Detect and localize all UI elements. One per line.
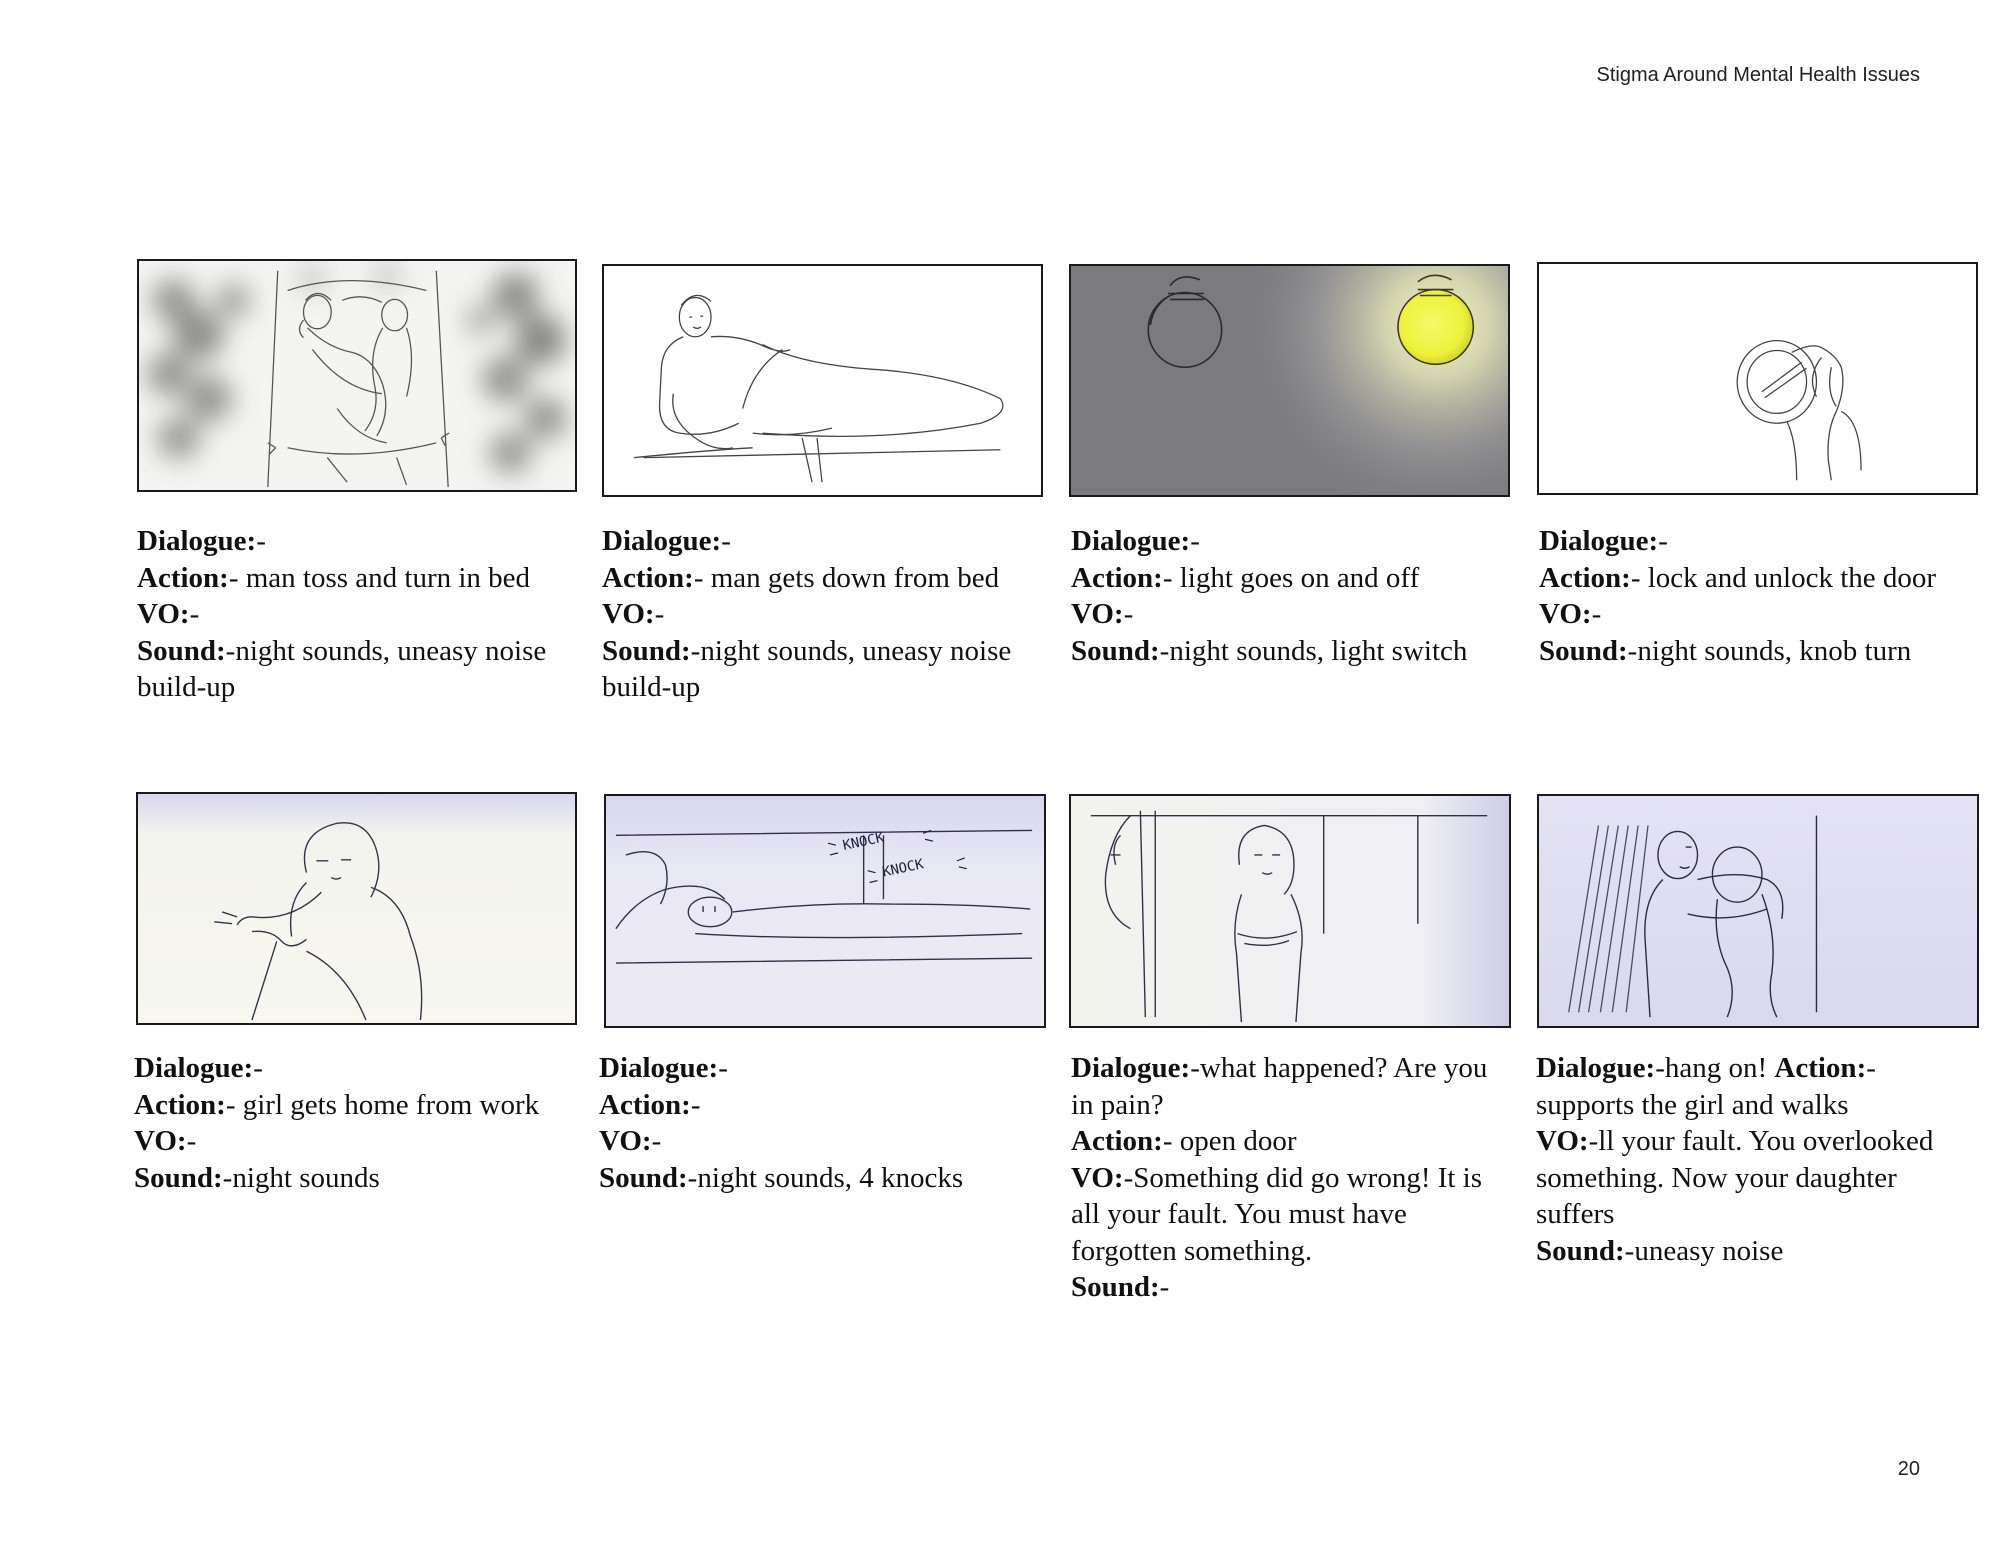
sound-line: [1536, 1233, 1977, 1270]
vo-text: -: [654, 598, 665, 630]
panel-6-caption: [599, 1050, 1040, 1196]
action-line: [1539, 560, 1980, 597]
action-line: [1071, 1123, 1512, 1160]
vo-text: -: [1591, 598, 1602, 630]
action-line: [602, 560, 1043, 597]
dialogue-label: Dialogue:: [1539, 525, 1659, 557]
action-text: - lock and unlock the door: [1630, 561, 1937, 594]
action-text: - supports the girl and walks: [1536, 1052, 1876, 1121]
action-label: Action:: [137, 561, 229, 594]
sound-line: [1071, 1269, 1512, 1306]
sound-label: Sound:: [1071, 634, 1160, 667]
dialogue-text: -: [1190, 525, 1200, 557]
hand-turning-door-knob-sketch: [1539, 264, 1976, 493]
storyboard-panel-6: [604, 794, 1046, 1028]
dialogue-text: -: [721, 525, 731, 557]
storyboard-panel-5: [136, 792, 577, 1025]
dialogue-line: [1071, 523, 1512, 560]
sound-text: -uneasy noise: [1624, 1234, 1784, 1267]
dialogue-text: -: [256, 525, 266, 557]
panel-8-caption: [1536, 1050, 1977, 1269]
man-getting-out-of-bed-sketch: [604, 266, 1041, 495]
action-label: Action:: [1071, 561, 1163, 594]
vo-text: -ll your fault. You overlooked something. Now your daughter suffers: [1536, 1125, 1934, 1230]
vo-label: VO:: [134, 1125, 187, 1157]
man-supporting-girl-sketch: [1539, 796, 1977, 1026]
action-label: Action:: [599, 1088, 691, 1121]
action-text: - girl gets home from work: [225, 1088, 540, 1121]
dialogue-label: Dialogue:: [1071, 525, 1191, 557]
man-in-bed-hearing-knocks-sketch: [606, 796, 1044, 1026]
panel-7-caption: [1071, 1050, 1512, 1306]
sound-text: -night sounds, 4 knocks: [687, 1161, 964, 1194]
vo-text: -: [651, 1125, 662, 1157]
sound-text: -night sounds, light switch: [1159, 634, 1468, 667]
dialogue-text: -: [253, 1052, 263, 1084]
sound-label: Sound:: [602, 634, 691, 667]
action-line: [134, 1087, 575, 1124]
action-text: -: [690, 1088, 701, 1121]
action-label: Action:: [1774, 1052, 1867, 1084]
action-line: [599, 1087, 1040, 1124]
sound-text: -night sounds, uneasy noise build-up: [137, 634, 547, 703]
sound-text: -night sounds, knob turn: [1627, 634, 1912, 667]
sound-label: Sound:: [137, 634, 226, 667]
dialogue-action-line: [1536, 1050, 1977, 1123]
vo-label: VO:: [1536, 1125, 1589, 1157]
dialogue-label: Dialogue:: [1536, 1052, 1656, 1084]
dialogue-label: Dialogue:: [1071, 1052, 1191, 1084]
storyboard-panel-1: [137, 259, 577, 492]
vo-line: [1071, 596, 1512, 633]
running-head: Stigma Around Mental Health Issues: [1596, 64, 1920, 86]
knock-text-2: KNOCK: [880, 856, 926, 881]
vo-label: VO:: [1071, 598, 1124, 630]
action-text: - man gets down from bed: [693, 561, 1000, 594]
dialogue-label: Dialogue:: [134, 1052, 254, 1084]
man-tossing-in-bed-sketch: [139, 261, 575, 490]
panel-2-caption: [602, 523, 1043, 706]
vo-line: [1536, 1123, 1977, 1233]
vo-line: [134, 1123, 575, 1160]
vo-line: [599, 1123, 1040, 1160]
storyboard-panel-4: [1537, 262, 1978, 495]
panel-1-caption: [137, 523, 577, 706]
dialogue-label: Dialogue:: [602, 525, 722, 557]
dialogue-line: [1071, 1050, 1512, 1123]
sound-line: [134, 1160, 575, 1197]
dialogue-line: [599, 1050, 1040, 1087]
page-number: 20: [1897, 1458, 1920, 1480]
sound-label: Sound:: [599, 1161, 688, 1194]
sound-line: [602, 633, 1043, 706]
vo-text: -Something did go wrong! It is all your fault. You must have forgotten something.: [1071, 1161, 1483, 1267]
action-line: [137, 560, 577, 597]
sound-label: Sound:: [1539, 634, 1628, 667]
panel-3-caption: [1071, 523, 1512, 669]
action-label: Action:: [1071, 1125, 1163, 1157]
action-text: - man toss and turn in bed: [228, 561, 531, 594]
vo-label: VO:: [1539, 598, 1592, 630]
dialogue-text: -hang on!: [1655, 1052, 1768, 1084]
dialogue-label: Dialogue:: [599, 1052, 719, 1084]
panel-5-caption: [134, 1050, 575, 1196]
sound-label: Sound:: [1536, 1234, 1625, 1267]
vo-text: -: [1123, 598, 1134, 630]
vo-line: [1071, 1160, 1512, 1270]
dialogue-text: -: [1658, 525, 1668, 557]
vo-text: -: [189, 598, 200, 630]
vo-label: VO:: [137, 598, 190, 630]
dialogue-line: [602, 523, 1043, 560]
vo-label: VO:: [1071, 1161, 1124, 1194]
vo-label: VO:: [602, 598, 655, 630]
action-label: Action:: [1539, 561, 1631, 594]
vo-line: [602, 596, 1043, 633]
vo-line: [1539, 596, 1980, 633]
sound-label: Sound:: [134, 1161, 223, 1194]
sound-line: [1071, 633, 1512, 670]
dialogue-text: -: [718, 1052, 728, 1084]
sound-label: Sound:: [1071, 1271, 1160, 1303]
storyboard-panel-3: [1069, 264, 1510, 497]
vo-label: VO:: [599, 1125, 652, 1157]
action-label: Action:: [602, 561, 694, 594]
dialogue-label: Dialogue:: [137, 525, 257, 557]
sound-line: [1539, 633, 1980, 670]
panel-4-caption: [1539, 523, 1980, 669]
knock-text-1: KNOCK: [841, 829, 886, 854]
dialogue-line: [1539, 523, 1980, 560]
storyboard-panel-8: [1537, 794, 1979, 1028]
girl-at-open-door-sketch: [1071, 796, 1509, 1026]
vo-text: -: [186, 1125, 197, 1157]
light-bulbs-on-off-sketch: [1071, 266, 1508, 495]
sound-line: [137, 633, 577, 706]
girl-arriving-home-sketch: [138, 794, 575, 1023]
sound-text: -night sounds: [222, 1161, 380, 1194]
action-text: - open door: [1162, 1125, 1297, 1157]
dialogue-line: [137, 523, 577, 560]
vo-line: [137, 596, 577, 633]
dialogue-line: [134, 1050, 575, 1087]
action-line: [1071, 560, 1512, 597]
sound-line: [599, 1160, 1040, 1197]
sound-text: -: [1159, 1271, 1170, 1303]
storyboard-panel-2: [602, 264, 1043, 497]
action-text: - light goes on and off: [1162, 561, 1420, 594]
action-label: Action:: [134, 1088, 226, 1121]
storyboard-panel-7: [1069, 794, 1511, 1028]
sound-text: -night sounds, uneasy noise build-up: [602, 634, 1012, 703]
dialogue-text: -what happened? Are you in pain?: [1071, 1052, 1488, 1121]
